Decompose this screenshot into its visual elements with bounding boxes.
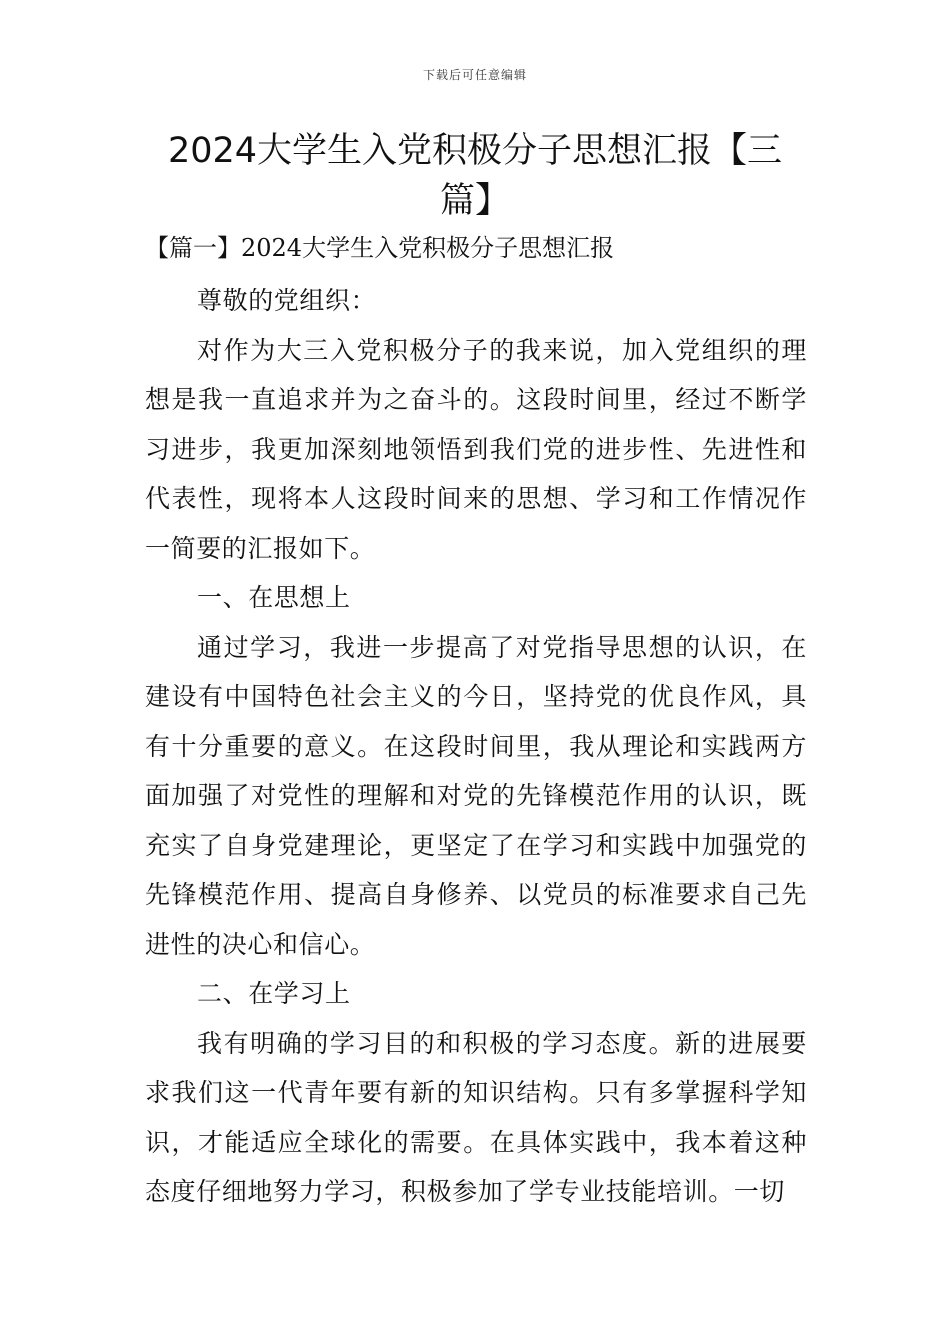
subheading-thought: 一、在思想上	[197, 583, 351, 612]
document-title: 2024大学生入党积极分子思想汇报【三篇】	[167, 131, 783, 221]
paragraph-intro: 对作为大三入党积极分子的我来说，加入党组织的理想是我一直追求并为之奋斗的。这段时间里，经过不断学习进步，我更加深刻地领悟到我们党的进步性、先进性和代表性，现将本人这段时间来的思想、学习和工作情况作一简要的汇报如下。	[145, 335, 807, 563]
document-body	[145, 276, 807, 1217]
paragraph-study: 我有明确的学习目的和积极的学习态度。新的进展要求我们这一代青年要有新的知识结构。只有多掌握科学知识，才能适应全球化的需要。在具体实践中，我本着这种态度仔细地努力学习，积极参加了学专业技能培训。一切	[145, 1028, 807, 1206]
subheading-study: 二、在学习上	[197, 979, 351, 1008]
paragraph-thought: 通过学习，我进一步提高了对党指导思想的认识，在建设有中国特色社会主义的今日，坚持党的优良作风，具有十分重要的意义。在这段时间里，我从理论和实践两方面加强了对党性的理解和对党的先锋模范作用的认识，既充实了自身党建理论，更坚定了在学习和实践中加强党的先锋模范作用、提高自身修养、以党员的标准要求自己先进性的决心和信心。	[145, 632, 807, 959]
header-note: 下载后可任意编辑	[422, 68, 527, 82]
section-heading: 【篇一】2024大学生入党积极分子思想汇报	[145, 234, 615, 262]
salutation: 尊敬的党组织：	[197, 286, 377, 315]
